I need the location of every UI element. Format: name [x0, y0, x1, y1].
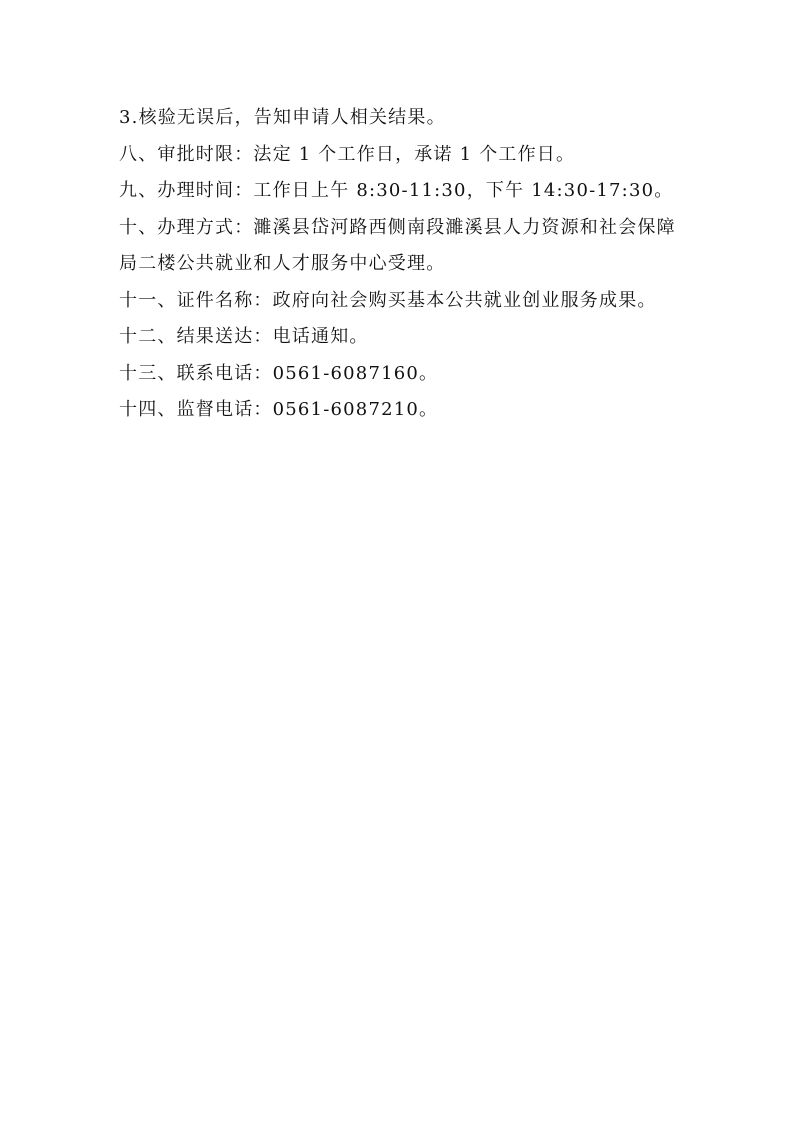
paragraph-office-hours: 九、办理时间：工作日上午 8:30-11:30，下午 14:30-17:30。 — [119, 180, 674, 201]
paragraph-approval-time-limit: 八、审批时限：法定 1 个工作日，承诺 1 个工作日。 — [119, 143, 576, 165]
paragraph-handling-method: 十、办理方式：濉溪县岱河路西侧南段濉溪县人力资源和社会保障局二楼公共就业和人才服务中心受理。 — [119, 216, 676, 274]
paragraph-verify-result: 3.核验无误后，告知申请人相关结果。 — [119, 107, 446, 128]
document-body — [119, 100, 679, 429]
paragraph-certificate-name: 十一、证件名称：政府向社会购买基本公共就业创业服务成果。 — [119, 289, 657, 311]
paragraph-contact-phone: 十三、联系电话：0561-6087160。 — [119, 362, 439, 384]
paragraph-result-delivery: 十二、结果送达：电话通知。 — [119, 326, 369, 347]
paragraph-supervision-phone: 十四、监督电话：0561-6087210。 — [119, 399, 439, 420]
